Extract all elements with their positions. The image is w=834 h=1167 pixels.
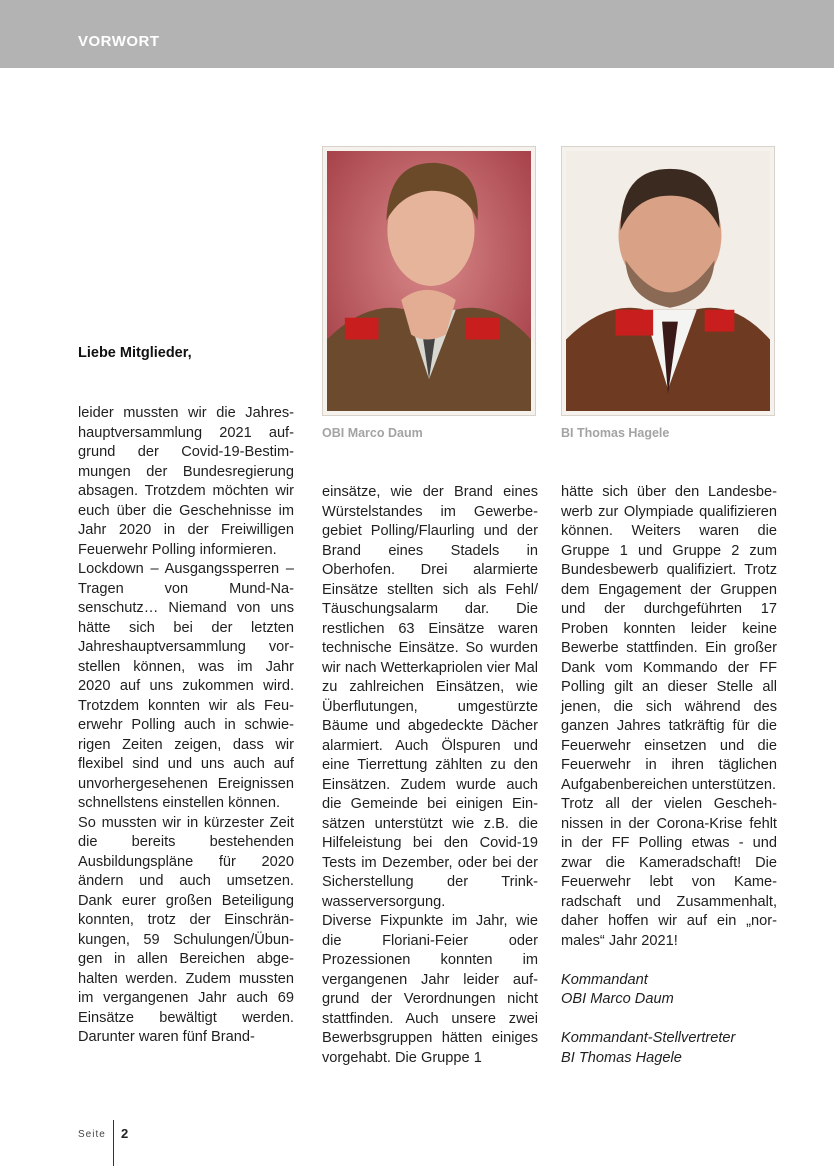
portrait-image: [566, 151, 770, 411]
text-column-3: [561, 483, 777, 1068]
section-title: VORWORT: [78, 33, 160, 50]
signature-role: Kommandant: [561, 971, 648, 988]
paragraph: Trotz all der vielen Geschehnissen in der Corona-Krise fehlt in der FF Polling etwas - und zwar die Kameradschaft! Die Feuerwehr lebt von Kameradschaft und Zusammenhalt, daher hoffen wir auf ein „normales“ Jahr 2021!: [561, 796, 777, 949]
portrait-photo-thomas-hagele: [561, 146, 775, 416]
paragraph: Diverse Fixpunkte im Jahr, wie die Floriani-Feier oder Prozessionen konnten im vergangenen Jahr leider aufgrund der Verordnungen nicht stattfinden. Auch unsere zwei Bewerbsgruppen hätten einiges vorgehabt. Die Gruppe 1: [322, 913, 538, 1066]
portrait-photo-marco-daum: [322, 146, 536, 416]
greeting-heading: Liebe Mitglieder,: [78, 345, 192, 361]
portrait-image: [327, 151, 531, 411]
text-column-2: [322, 483, 538, 1068]
paragraph: hätte sich über den Landesbewerb zur Olympiade qualifizieren können. Weiters waren die Gruppe 1 und Gruppe 2 zum Bundesbewerb qualifiziert. Trotz dem Engagement der Gruppen und der durchgeführten 17 Proben konnten leider keine Bewerbe stattfinden. Ein großer Dank vom Kommando der FF Polling gilt an dieser Stelle all jenen, die sich während des ganzen Jahres tatkräftig für die Feuerwehr einsetzen und die Feuerwehr in ihren täglichen Aufgabenbereichen unterstützen.: [561, 484, 777, 793]
page-number: 2: [121, 1126, 129, 1141]
header-bar: [0, 0, 834, 68]
signature-name: OBI Marco Daum: [561, 991, 674, 1007]
footer-divider: [113, 1120, 114, 1166]
photo-caption: BI Thomas Hagele: [561, 426, 670, 440]
photo-caption: OBI Marco Daum: [322, 426, 423, 440]
text-column-1: [78, 404, 294, 1048]
paragraph: So mussten wir in kürzester Zeit die bereits bestehenden Ausbildungspläne für 2020 ändern und auch umsetzen. Dank eurer großen Beteiligung konnten, trotz der Einschränkungen, 59 Schulungen/Übungen in allen Bereichen abgehalten werden. Zudem mussten im vergangenen Jahr auch 69 Einsätze bewältigt werden. Darunter waren fünf Brand-: [78, 814, 294, 1045]
paragraph: einsätze, wie der Brand eines Würstelstandes im Gewerbegebiet Polling/Flaurling und der Brand eines Stadels in Oberhofen. Drei alarmierte Einsätze stellten sich als Fehl/ Täuschungsalarm dar. Die restlichen 63 Einsätze waren technische Einsätze. So wurden wir nach Wetterkapriolen vier Mal zu zahlreichen Einsätzen, wie Überflutungen, umgestürzte Bäume und abgedeckte Dächer alarmiert. Auch Ölspuren und eine Tierrettung zählten zu den Einsätzen. Zudem wurde auch die Gemeinde bei einigen Einsätzen unterstützt wie z.B. die Hilfeleistung bei den Covid-19 Tests im Dezember, oder bei der Sicherstellung der Trinkwasserversorgung.: [322, 484, 538, 910]
signature-name: BI Thomas Hagele: [561, 1049, 682, 1066]
page-label: Seite: [78, 1129, 106, 1140]
paragraph: leider mussten wir die Jahreshauptversammlung 2021 aufgrund der Covid-19-Bestimmungen der Bundesregierung absagen. Trotzdem möchten wir euch über die Geschehnisse im Jahr 2020 in der Freiwilligen Feuerwehr Polling informieren.: [78, 405, 294, 558]
paragraph: Lockdown – Ausgangssperren – Tragen von Mund-Nasenschutz… Niemand von uns hätte sich bei der letzten Jahreshauptversammlung vorstellen können, was im Jahr 2020 auf uns zukommen wird. Trotzdem konnten wir als Feuerwehr Polling auch in schwierigen Zeiten zeigen, dass wir flexibel sind und uns auch auf unvorhergesehenen Ereignissen schnellstens einstellen können.: [78, 561, 294, 811]
signature-role: Kommandant-Stellvertreter: [561, 1030, 736, 1046]
